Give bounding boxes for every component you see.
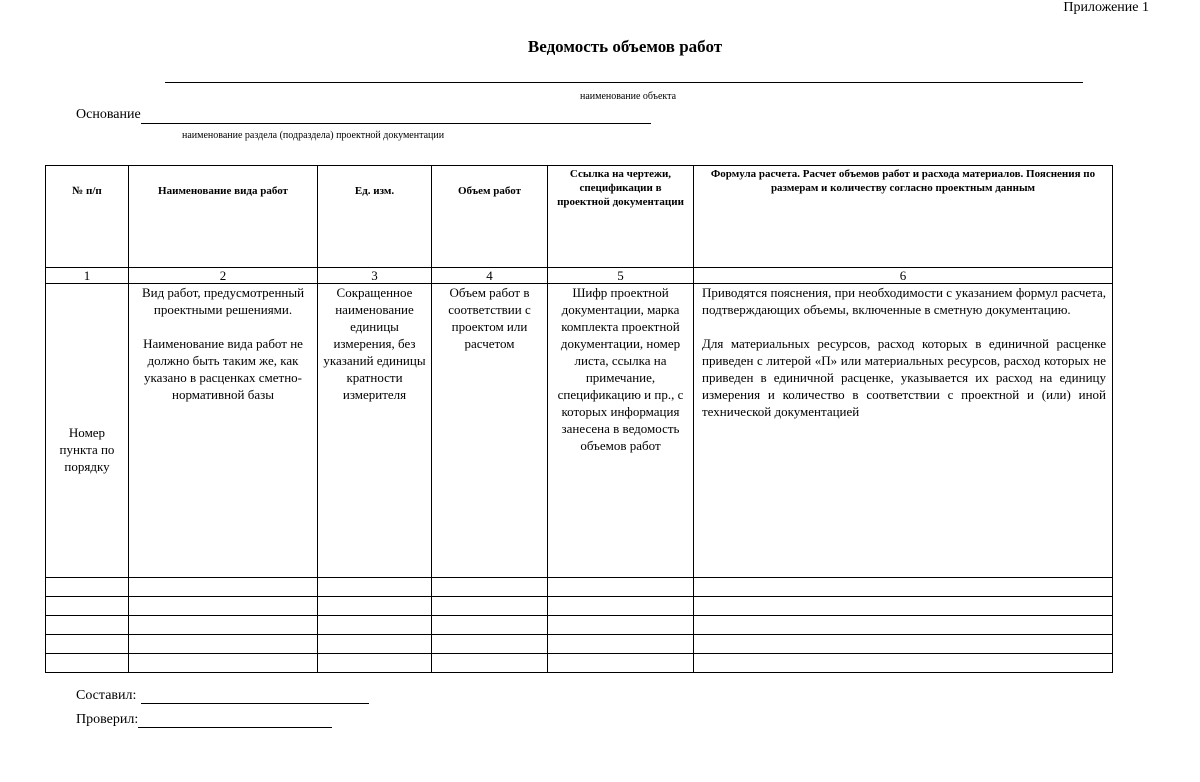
column-header-formula: Формула расчета. Расчет объемов работ и расхода материалов. Пояснения по размерам и количеству согласно проектным данным (694, 166, 1113, 268)
checked-by-field[interactable] (138, 712, 332, 728)
table-row (46, 597, 1113, 616)
object-name-field[interactable] (165, 82, 1083, 83)
empty-cell[interactable] (318, 616, 432, 635)
cell-reference-desc: Шифр проектной документации, марка комплекта проектной документации, номер листа, ссылка на примечание, спецификацию и пр., с которых информация занесена в ведомость объемов работ (548, 284, 694, 578)
empty-cell[interactable] (432, 654, 548, 673)
basis-label: Основание (76, 107, 141, 122)
checked-by-label: Проверил: (76, 712, 139, 727)
empty-cell[interactable] (548, 635, 694, 654)
cell-work-type-desc (129, 284, 318, 578)
object-name-caption: наименование объекта (580, 91, 677, 102)
column-header-unit: Ед. изм. (318, 166, 432, 268)
compiled-by-row (76, 688, 369, 704)
cell-number-desc: Номер пункта по порядку (46, 284, 129, 578)
column-number: 3 (318, 268, 432, 284)
work-type-desc-p2: Наименование вида работ не должно быть таким же, как указано в расценках сметно-нормативной базы (143, 336, 303, 402)
basis-field[interactable] (141, 107, 651, 124)
table-row (46, 616, 1113, 635)
empty-cell[interactable] (694, 597, 1113, 616)
column-header-volume: Объем работ (432, 166, 548, 268)
empty-cell[interactable] (694, 654, 1113, 673)
empty-cell[interactable] (548, 578, 694, 597)
cell-unit-desc: Сокращенное наименование единицы измерения, без указаний единицы кратности измерителя (318, 284, 432, 578)
empty-cell[interactable] (129, 654, 318, 673)
column-header-number: № п/п (46, 166, 129, 268)
empty-cell[interactable] (694, 578, 1113, 597)
compiled-by-field[interactable] (141, 688, 369, 704)
compiled-by-label: Составил: (76, 688, 137, 703)
empty-cell[interactable] (432, 616, 548, 635)
empty-cell[interactable] (432, 578, 548, 597)
table-row (46, 654, 1113, 673)
volume-table (45, 165, 1113, 673)
empty-cell[interactable] (129, 616, 318, 635)
table-row (46, 635, 1113, 654)
column-number-row (46, 268, 1113, 284)
column-number: 2 (129, 268, 318, 284)
appendix-label: Приложение 1 (1063, 0, 1149, 15)
empty-cell[interactable] (318, 654, 432, 673)
empty-cell[interactable] (129, 597, 318, 616)
cell-volume-desc: Объем работ в соответствии с проектом или расчетом (432, 284, 548, 578)
column-number: 1 (46, 268, 129, 284)
empty-cell[interactable] (432, 597, 548, 616)
formula-desc-p1: Приводятся пояснения, при необходимости с указанием формул расчета, подтверждающих объемы, включенные в сметную документацию. (702, 285, 1106, 317)
document-title: Ведомость объемов работ (527, 37, 723, 56)
basis-caption: наименование раздела (подраздела) проектной документации (182, 130, 445, 141)
empty-cell[interactable] (432, 635, 548, 654)
empty-cell[interactable] (318, 578, 432, 597)
column-header-reference: Ссылка на чертежи, спецификации в проектной документации (548, 166, 694, 268)
empty-cell[interactable] (548, 597, 694, 616)
empty-cell[interactable] (46, 616, 129, 635)
empty-cell[interactable] (694, 616, 1113, 635)
empty-cell[interactable] (46, 578, 129, 597)
column-number: 6 (694, 268, 1113, 284)
empty-cell[interactable] (129, 578, 318, 597)
formula-desc-p2: Для материальных ресурсов, расход которых в единичной расценке приведен с литерой «П» или материальных ресурсов, расход которых не приведен в единичной расценке, указывается их расход на единицу измерения и количество в соответствии с проектной и (или) иной технической документацией (702, 336, 1106, 419)
basis-row (76, 107, 651, 124)
column-number: 4 (432, 268, 548, 284)
work-type-desc-p1: Вид работ, предусмотренный проектными решениями. (141, 285, 305, 317)
empty-cell[interactable] (548, 654, 694, 673)
empty-cell[interactable] (46, 597, 129, 616)
column-number: 5 (548, 268, 694, 284)
empty-cell[interactable] (694, 635, 1113, 654)
checked-by-row (76, 712, 332, 728)
empty-cell[interactable] (46, 635, 129, 654)
empty-cell[interactable] (318, 635, 432, 654)
table-header-row (46, 166, 1113, 268)
empty-cell[interactable] (548, 616, 694, 635)
description-row (46, 284, 1113, 578)
table-row (46, 578, 1113, 597)
column-header-work-type: Наименование вида работ (129, 166, 318, 268)
cell-formula-desc (694, 284, 1113, 578)
empty-cell[interactable] (129, 635, 318, 654)
empty-rows (46, 578, 1113, 673)
empty-cell[interactable] (318, 597, 432, 616)
empty-cell[interactable] (46, 654, 129, 673)
